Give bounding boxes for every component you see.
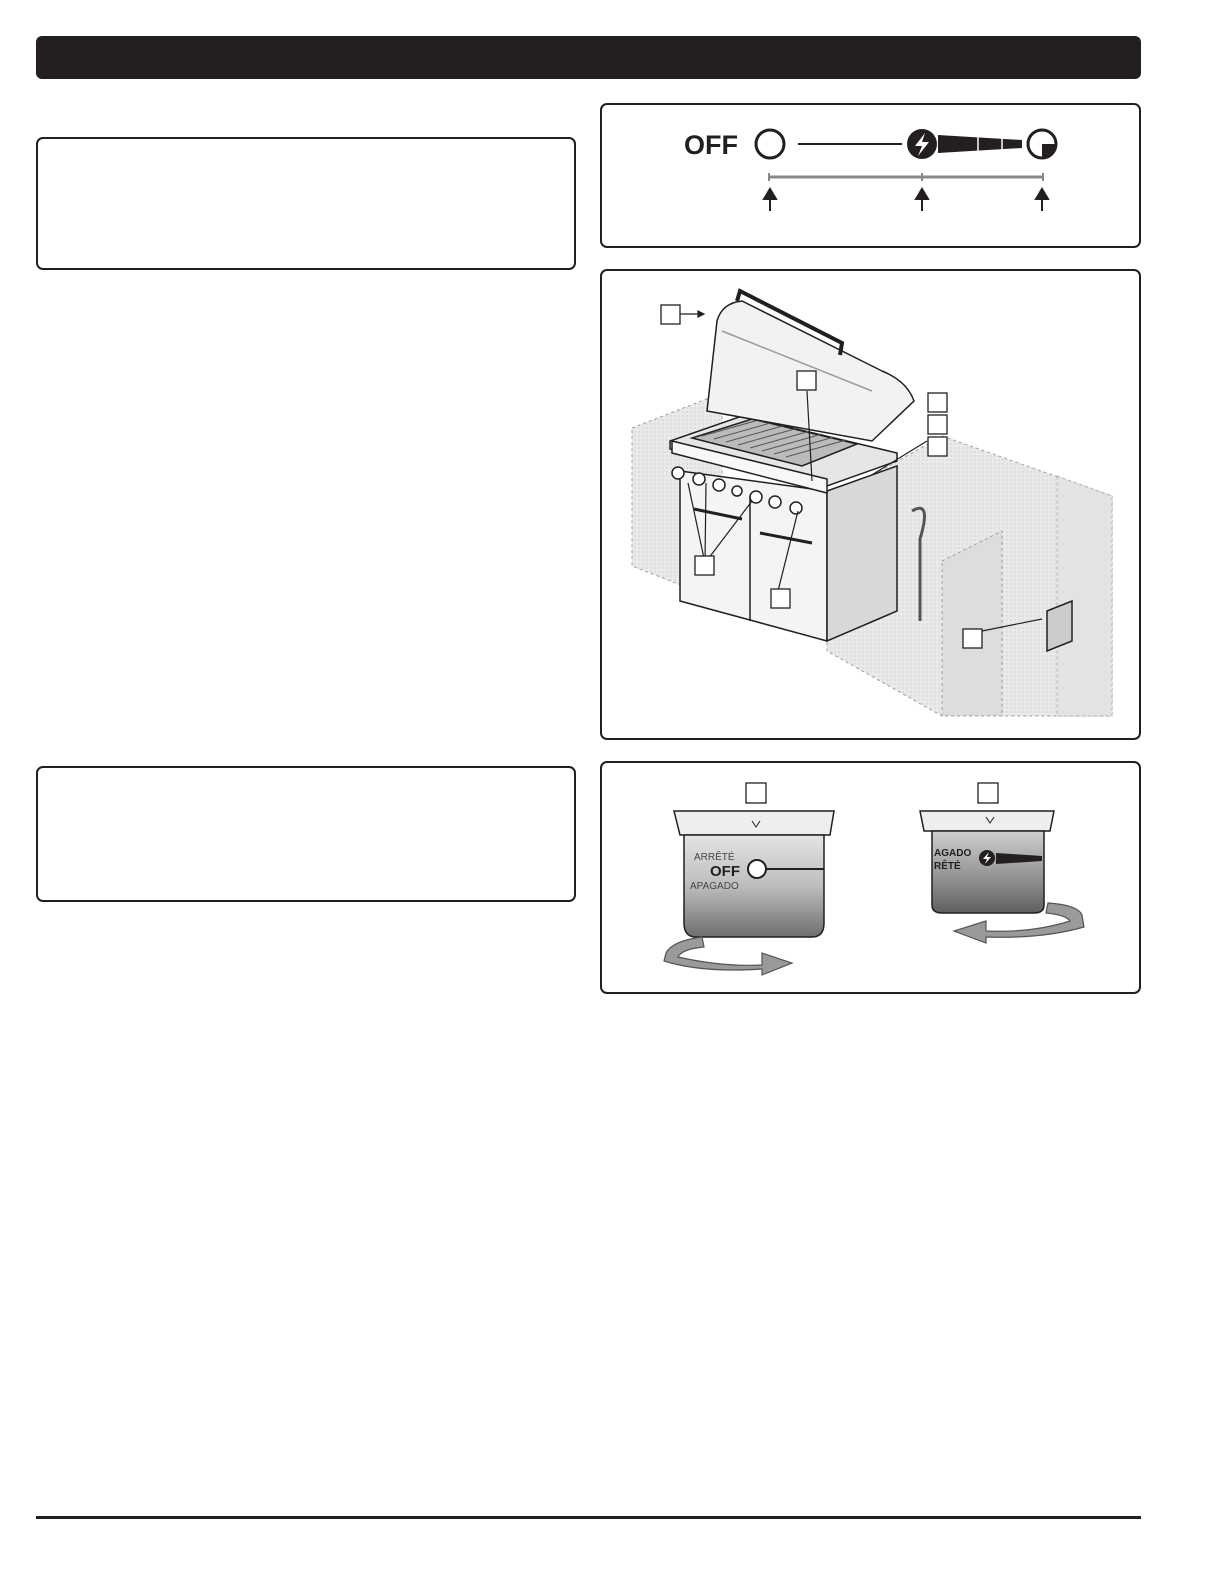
circle-off-icon (748, 860, 766, 878)
text-box-bottom (36, 766, 576, 902)
footer-rule (36, 1516, 1141, 1519)
arrow-up-icon (764, 189, 1048, 211)
flame-taper (938, 135, 1022, 153)
knob-ignite (920, 783, 1084, 943)
lightning-bolt-icon (979, 850, 995, 866)
knob-ignite-label-es: AGADO (934, 848, 972, 859)
text-box-top (36, 137, 576, 270)
quarter-circle-icon (1028, 130, 1056, 158)
knob-off (664, 783, 834, 975)
circle-off-icon (756, 130, 784, 158)
figure-grill-island (600, 269, 1141, 740)
figure-control-scale (600, 103, 1141, 248)
knob-off-label-en: OFF (710, 863, 740, 880)
lightning-bolt-icon (907, 129, 937, 159)
rotate-right-arrow-icon (664, 937, 792, 975)
figure-control-knobs (600, 761, 1141, 994)
knob-off-label-es: APAGADO (690, 881, 739, 892)
off-label: OFF (684, 130, 738, 160)
knob-ignite-label-fr: RÊTÉ (934, 861, 961, 872)
section-header-bar (36, 36, 1141, 79)
knob-off-label-fr: ARRÊTÉ (694, 852, 735, 863)
